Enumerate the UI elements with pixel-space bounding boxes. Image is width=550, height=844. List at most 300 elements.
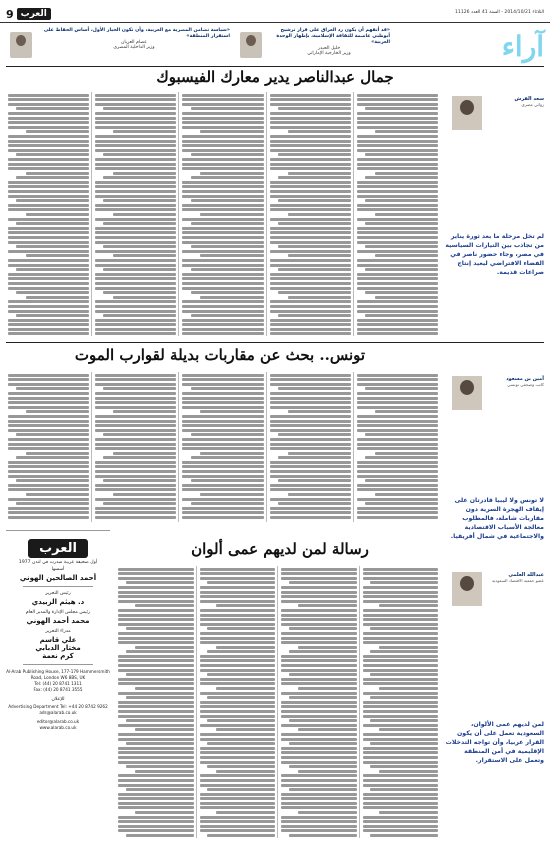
text-line (191, 479, 264, 482)
text-line (270, 98, 351, 101)
masthead-email-link[interactable]: editor@alarab.co.uk (36, 719, 80, 724)
text-line (95, 149, 176, 152)
text-line (270, 424, 351, 427)
text-line (357, 264, 438, 267)
text-line (357, 415, 438, 418)
text-line (270, 218, 351, 221)
text-line (8, 516, 89, 519)
text-line (95, 158, 176, 161)
text-line (375, 296, 438, 299)
text-line (357, 117, 438, 120)
text-line (357, 397, 438, 400)
text-line (118, 820, 194, 823)
text-line (8, 181, 89, 184)
text-line (8, 447, 89, 450)
text-line (379, 728, 438, 731)
text-line (95, 511, 176, 514)
text-line (95, 310, 176, 313)
text-line (357, 378, 438, 381)
text-line (118, 756, 194, 759)
text-line (126, 696, 194, 699)
text-line (16, 291, 89, 294)
text-line (363, 820, 439, 823)
text-line (365, 291, 438, 294)
text-line (182, 420, 263, 423)
text-line (8, 273, 89, 276)
text-line (126, 742, 194, 745)
text-line (182, 218, 263, 221)
text-line (207, 627, 275, 630)
text-line (270, 231, 351, 234)
text-line (8, 250, 89, 253)
article-body (8, 372, 438, 522)
text-line (95, 305, 176, 308)
text-line (357, 461, 438, 464)
text-line (182, 121, 263, 124)
text-line (118, 724, 194, 727)
text-line (270, 264, 351, 267)
text-line (363, 692, 439, 695)
text-line (8, 117, 89, 120)
text-line (8, 259, 89, 262)
text-line (278, 314, 351, 317)
quote-text: «قد أتفهم أن يكون رد العراق على قرار ترشيح أبوظبي عاصمة للثقافة الإسلامية، بإظهار الوحدة العربية» (276, 28, 390, 45)
text-line (375, 452, 438, 455)
text-line (118, 733, 194, 736)
text-line (182, 383, 263, 386)
text-line (363, 609, 439, 612)
text-line (363, 659, 439, 662)
masthead (6, 530, 110, 839)
masthead-logo: العرب (28, 539, 88, 558)
text-line (16, 107, 89, 110)
text-line (270, 181, 351, 184)
text-line (298, 687, 357, 690)
text-line (270, 140, 351, 143)
text-line (182, 149, 263, 152)
text-column (281, 566, 357, 838)
column-divider (178, 92, 179, 336)
text-line (182, 498, 263, 501)
masthead-fax: Fax: (44) 20 8741 3555 (33, 687, 83, 692)
text-line (363, 738, 439, 741)
text-line (8, 392, 89, 395)
text-line (95, 277, 176, 280)
text-line (182, 98, 263, 101)
text-line (200, 130, 263, 133)
text-line (135, 646, 194, 649)
text-line (298, 728, 357, 731)
text-line (363, 614, 439, 617)
text-line (182, 424, 263, 427)
text-line (200, 705, 276, 708)
text-line (281, 797, 357, 800)
text-line (357, 300, 438, 303)
text-line (289, 696, 357, 699)
text-line (363, 733, 439, 736)
text-line (182, 144, 263, 147)
text-line (113, 130, 176, 133)
text-line (281, 614, 357, 617)
text-line (95, 112, 176, 115)
text-line (8, 300, 89, 303)
text-line (270, 305, 351, 308)
text-line (379, 770, 438, 773)
text-line (118, 669, 194, 672)
text-line (370, 696, 438, 699)
author-role: روائي مصري (521, 102, 544, 107)
text-line (200, 614, 276, 617)
text-line (191, 291, 264, 294)
text-line (8, 328, 89, 331)
text-line (375, 130, 438, 133)
text-line (113, 493, 176, 496)
text-line (8, 190, 89, 193)
masthead-founder: أحمد الصالحين الهوني (19, 574, 97, 582)
text-line (363, 756, 439, 759)
text-line (200, 738, 276, 741)
text-line (200, 600, 276, 603)
text-line (118, 751, 194, 754)
text-line (281, 682, 357, 685)
text-line (113, 410, 176, 413)
text-line (16, 222, 89, 225)
text-line (16, 456, 89, 459)
column-divider (178, 372, 179, 522)
text-line (95, 438, 176, 441)
text-line (363, 701, 439, 704)
text-line (118, 659, 194, 662)
text-line (270, 208, 351, 211)
text-line (288, 410, 351, 413)
text-line (200, 825, 276, 828)
text-line (95, 429, 176, 432)
column-divider (359, 566, 360, 838)
text-line (95, 461, 176, 464)
text-line (182, 135, 263, 138)
text-line (200, 797, 276, 800)
text-line (270, 112, 351, 115)
text-line (95, 420, 176, 423)
text-line (16, 176, 89, 179)
text-line (363, 595, 439, 598)
text-line (270, 310, 351, 313)
text-line (182, 204, 263, 207)
text-line (182, 392, 263, 395)
text-line (281, 710, 357, 713)
text-line (200, 715, 276, 718)
text-line (95, 401, 176, 404)
text-line (357, 135, 438, 138)
text-line (278, 153, 351, 156)
text-line (200, 669, 276, 672)
text-line (182, 117, 263, 120)
text-line (270, 507, 351, 510)
text-line (16, 502, 89, 505)
text-line (8, 163, 89, 166)
text-line (200, 793, 276, 796)
text-line (357, 470, 438, 473)
text-line (281, 669, 357, 672)
text-line (95, 264, 176, 267)
text-line (16, 153, 89, 156)
text-line (375, 410, 438, 413)
text-line (365, 387, 438, 390)
text-line (270, 273, 351, 276)
page-number: 9 (6, 7, 14, 21)
text-line (95, 406, 176, 409)
text-line (182, 167, 263, 170)
text-line (357, 392, 438, 395)
text-line (357, 259, 438, 262)
text-line (95, 195, 176, 198)
text-line (182, 103, 263, 106)
text-line (95, 135, 176, 138)
column-divider (266, 372, 267, 522)
text-line (118, 591, 194, 594)
text-line (16, 387, 89, 390)
text-line (182, 181, 263, 184)
text-line (270, 277, 351, 280)
text-line (95, 98, 176, 101)
column-divider (91, 372, 92, 522)
text-line (8, 98, 89, 101)
masthead-staff: علي قاسم (39, 636, 77, 644)
text-line (357, 516, 438, 519)
text-line (118, 632, 194, 635)
text-line (8, 378, 89, 381)
text-line (200, 213, 263, 216)
author-name: سعد القرش (514, 96, 544, 102)
column-divider (353, 92, 354, 336)
text-line (8, 287, 89, 290)
text-line (8, 415, 89, 418)
author-photo (452, 572, 482, 606)
text-line (379, 811, 438, 814)
article-body (118, 566, 438, 838)
text-line (216, 646, 275, 649)
text-line (289, 719, 357, 722)
text-line (357, 332, 438, 335)
text-line (281, 802, 357, 805)
text-line (182, 511, 263, 514)
text-line (8, 310, 89, 313)
text-line (357, 149, 438, 152)
text-line (191, 245, 264, 248)
text-line (270, 511, 351, 514)
text-line (363, 806, 439, 809)
text-line (200, 655, 276, 658)
text-line (207, 788, 275, 791)
text-line (278, 268, 351, 271)
text-line (200, 641, 276, 644)
text-line (8, 461, 89, 464)
text-line (270, 465, 351, 468)
text-line (182, 300, 263, 303)
text-line (8, 195, 89, 198)
text-line (118, 655, 194, 658)
text-line (370, 719, 438, 722)
text-line (357, 420, 438, 423)
text-line (103, 222, 176, 225)
text-line (281, 724, 357, 727)
text-line (370, 627, 438, 630)
text-line (357, 144, 438, 147)
masthead-gm-label: رئيس مجلس الإدارة والمدير العام (25, 610, 91, 615)
text-line (135, 811, 194, 814)
text-line (8, 227, 89, 230)
text-line (357, 231, 438, 234)
text-line (135, 770, 194, 773)
text-line (363, 825, 439, 828)
text-line (191, 433, 264, 436)
text-line (16, 268, 89, 271)
text-line (200, 756, 276, 759)
text-line (118, 600, 194, 603)
text-line (103, 245, 176, 248)
text-line (357, 140, 438, 143)
text-line (113, 172, 176, 175)
masthead-web-link[interactable]: www.alarab.co.uk (39, 725, 77, 730)
text-line (16, 314, 89, 317)
text-line (95, 323, 176, 326)
text-line (182, 332, 263, 335)
text-line (270, 282, 351, 285)
quote-block-2 (10, 28, 230, 62)
text-line (375, 254, 438, 257)
text-line (363, 568, 439, 571)
text-line (118, 595, 194, 598)
text-line (182, 158, 263, 161)
text-line (281, 692, 357, 695)
text-line (95, 250, 176, 253)
text-line (357, 465, 438, 468)
text-line (281, 572, 357, 575)
text-line (118, 664, 194, 667)
text-column (357, 92, 438, 336)
text-line (200, 802, 276, 805)
quote-author-name: خليل الحيدر (317, 46, 341, 51)
text-line (357, 498, 438, 501)
text-line (8, 241, 89, 244)
text-line (103, 479, 176, 482)
text-line (191, 222, 264, 225)
text-line (357, 319, 438, 322)
text-line (363, 724, 439, 727)
text-line (118, 802, 194, 805)
text-line (191, 153, 264, 156)
text-line (357, 218, 438, 221)
text-line (270, 461, 351, 464)
text-line (8, 438, 89, 441)
text-line (270, 236, 351, 239)
text-line (365, 199, 438, 202)
author-photo (240, 32, 262, 58)
text-line (182, 264, 263, 267)
text-line (95, 465, 176, 468)
text-line (207, 673, 275, 676)
text-line (200, 784, 276, 787)
masthead-phone: Tel: (44) 20 8741 1311 (34, 681, 82, 686)
text-line (103, 107, 176, 110)
text-line (270, 149, 351, 152)
text-line (8, 443, 89, 446)
text-line (200, 410, 263, 413)
text-line (207, 765, 275, 768)
quote-author-role: وزير الداخلية المصري (113, 45, 155, 50)
text-line (363, 761, 439, 764)
text-line (200, 586, 276, 589)
text-line (357, 236, 438, 239)
text-line (95, 208, 176, 211)
text-line (103, 153, 176, 156)
text-line (270, 319, 351, 322)
text-line (281, 715, 357, 718)
text-line (207, 696, 275, 699)
text-column (95, 372, 176, 522)
text-line (182, 287, 263, 290)
text-line (278, 245, 351, 248)
text-line (363, 577, 439, 580)
text-line (95, 227, 176, 230)
text-line (182, 236, 263, 239)
masthead-staff: مختار الدبابي (35, 644, 81, 652)
text-line (200, 452, 263, 455)
text-line (281, 747, 357, 750)
author-photo (452, 376, 482, 410)
text-line (200, 751, 276, 754)
text-line (26, 296, 89, 299)
text-line (281, 595, 357, 598)
text-line (289, 742, 357, 745)
text-line (363, 664, 439, 667)
text-line (363, 779, 439, 782)
author-name: أمين بن مسعود (506, 376, 544, 382)
text-line (278, 502, 351, 505)
text-line (357, 383, 438, 386)
text-line (370, 788, 438, 791)
text-line (95, 181, 176, 184)
text-line (8, 282, 89, 285)
masthead-staff: كرم نعمة (42, 652, 74, 660)
text-line (95, 218, 176, 221)
text-line (200, 659, 276, 662)
text-line (375, 493, 438, 496)
text-column (8, 372, 89, 522)
text-line (289, 627, 357, 630)
pull-quote: لمن لديهم عمى الألوان، السعودية تعمل على أن يكون القرار عربيا، وأن تواجه التدخلات الإقليمية في أمن المنطقة وتعمل على الاستقرار. (445, 721, 544, 764)
text-line (26, 213, 89, 216)
text-line (16, 433, 89, 436)
text-line (281, 829, 357, 832)
text-line (363, 816, 439, 819)
text-line (379, 604, 438, 607)
text-line (363, 802, 439, 805)
text-line (216, 811, 275, 814)
text-line (8, 498, 89, 501)
text-line (200, 632, 276, 635)
text-line (357, 310, 438, 313)
text-line (357, 323, 438, 326)
text-line (270, 287, 351, 290)
text-line (281, 701, 357, 704)
text-line (270, 135, 351, 138)
text-line (363, 829, 439, 832)
text-line (363, 793, 439, 796)
text-line (8, 397, 89, 400)
text-line (281, 705, 357, 708)
text-line (95, 287, 176, 290)
